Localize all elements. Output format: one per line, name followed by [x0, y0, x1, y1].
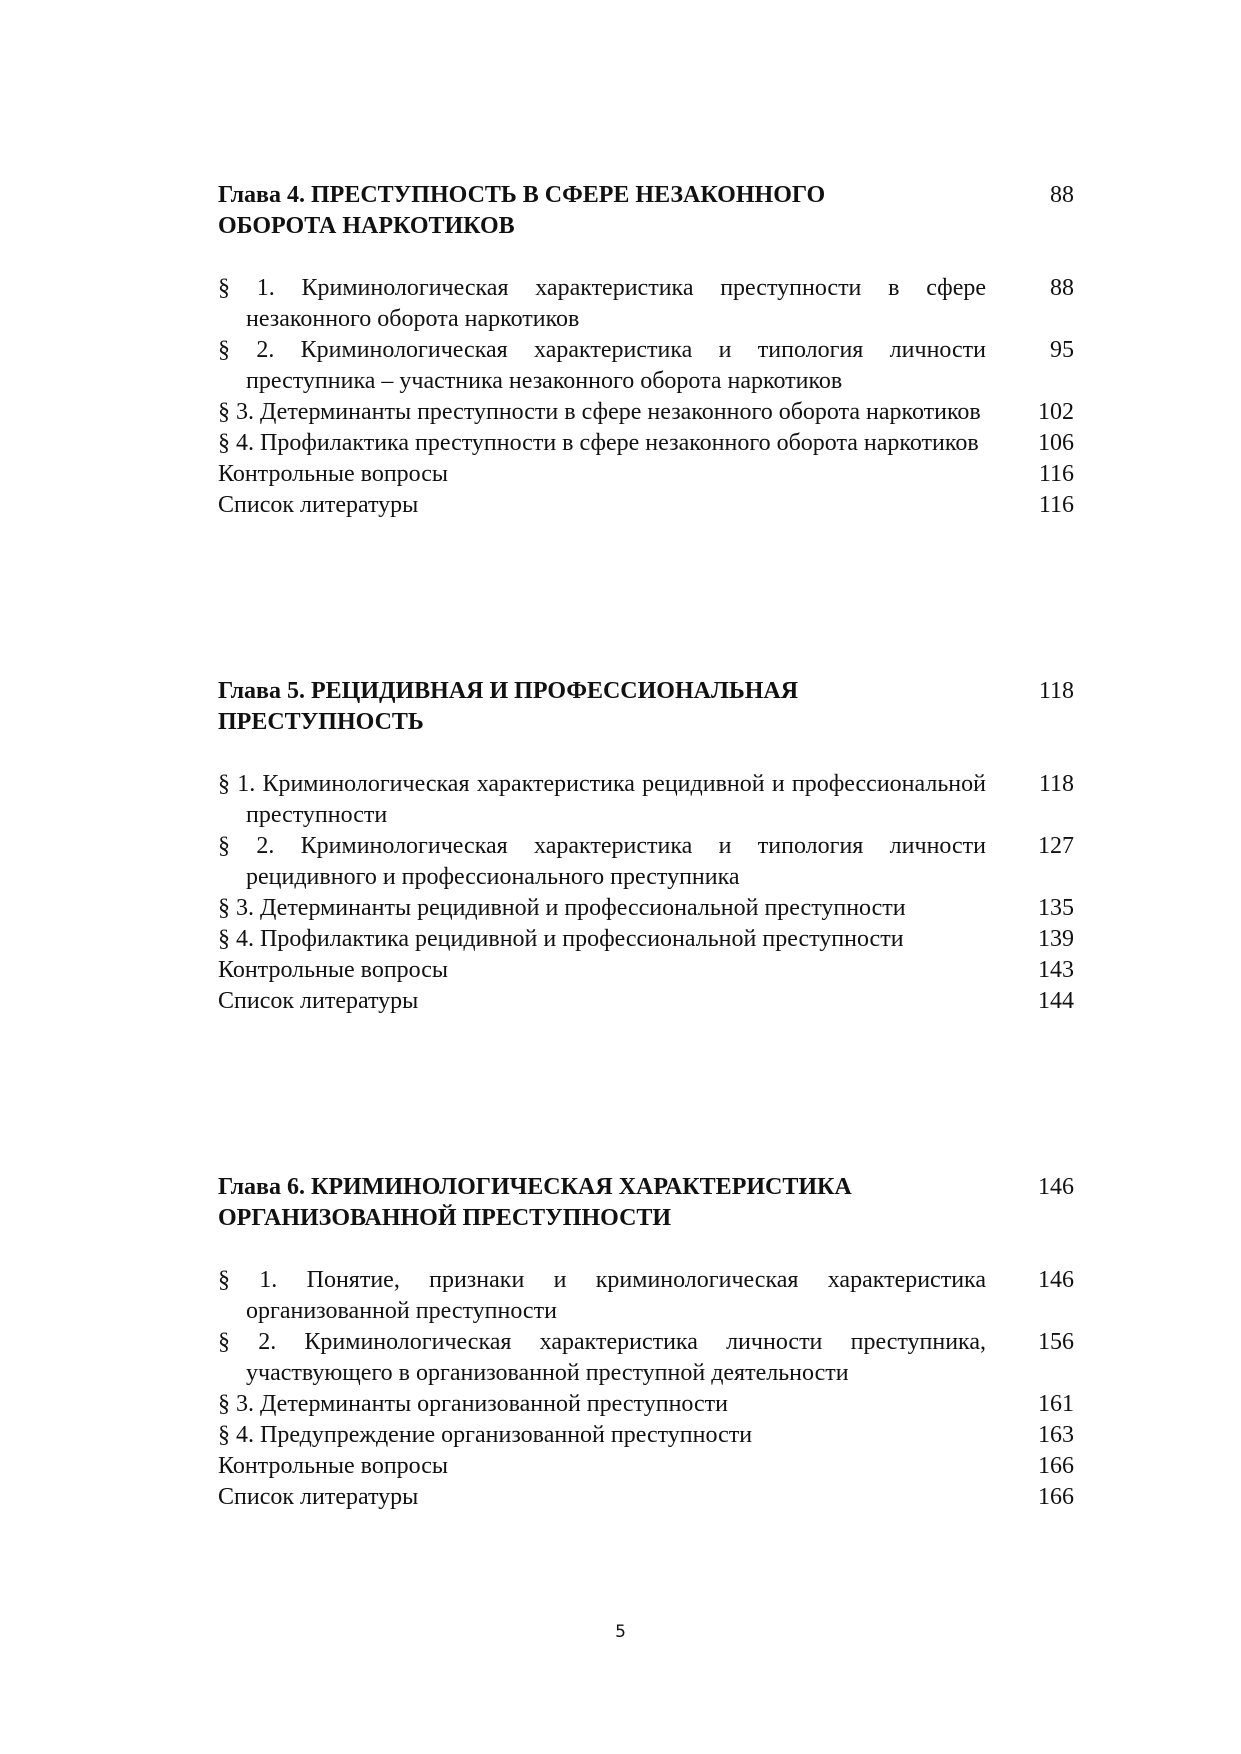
toc-entry [218, 1420, 1074, 1451]
chapter-heading [218, 676, 1074, 738]
toc-entry-text: § 3. Детерминанты преступности в сфере незаконного оборота наркотиков [218, 399, 981, 425]
toc-entry-bibliography [218, 490, 1074, 521]
chapter-title: Глава 6. КРИМИНОЛОГИЧЕСКАЯ ХАРАКТЕРИСТИКА ОРГАНИЗОВАННОЙ ПРЕСТУПНОСТИ [218, 1174, 852, 1231]
page-number-footer: 5 [615, 1622, 626, 1642]
toc-entry [218, 769, 1074, 831]
toc-entry-page: 144 [1038, 988, 1074, 1014]
chapter-heading [218, 180, 1074, 242]
toc-entry-text: § 2. Криминологическая характеристика и типология личности рецидивного и профессионального преступника [218, 833, 986, 890]
toc-entry-review-questions [218, 955, 1074, 986]
toc-entry-page: 139 [1038, 926, 1074, 952]
toc-entry-text: § 2. Криминологическая характеристика и типология личности преступника – участника незаконного оборота наркотиков [218, 337, 986, 394]
chapter-page-number: 146 [1038, 1174, 1074, 1200]
toc-entry-page: 95 [1050, 337, 1074, 363]
toc-entry [218, 1265, 1074, 1327]
toc-entry-page: 156 [1038, 1329, 1074, 1355]
chapter-page-number: 88 [1050, 182, 1074, 208]
toc-entry-review-questions [218, 459, 1074, 490]
toc-entry-page: 106 [1038, 430, 1074, 456]
toc-entry-page: 161 [1038, 1391, 1074, 1417]
toc-entry-text: § 4. Профилактика рецидивной и профессиональной преступности [218, 926, 904, 952]
toc-entry-page: 143 [1038, 957, 1074, 983]
toc-entry-page: 102 [1038, 399, 1074, 425]
toc-entry-bibliography [218, 986, 1074, 1017]
section-list [218, 273, 1074, 521]
chapter-6 [218, 1172, 1074, 1513]
toc-entry-text: § 1. Криминологическая характеристика рецидивной и профессиональной преступности [218, 771, 986, 828]
toc-entry-page: 166 [1038, 1484, 1074, 1510]
toc-entry [218, 924, 1074, 955]
toc-entry-text: § 3. Детерминанты организованной преступности [218, 1391, 728, 1417]
chapter-5 [218, 676, 1074, 1017]
toc-entry-bibliography [218, 1482, 1074, 1513]
toc-entry-page: 135 [1038, 895, 1074, 921]
toc-entry-text: Список литературы [218, 492, 419, 518]
toc-entry-page: 127 [1038, 833, 1074, 859]
toc-entry [218, 1389, 1074, 1420]
chapter-page-number: 118 [1038, 678, 1074, 704]
toc-entry-text: Контрольные вопросы [218, 957, 449, 983]
toc-entry-page: 116 [1038, 461, 1074, 487]
section-list [218, 1265, 1074, 1513]
toc-entry-text: § 4. Профилактика преступности в сфере незаконного оборота наркотиков [218, 430, 979, 456]
chapter-title: Глава 4. ПРЕСТУПНОСТЬ В СФЕРЕ НЕЗАКОННОГО ОБОРОТА НАРКОТИКОВ [218, 182, 826, 239]
section-list [218, 769, 1074, 1017]
toc-entry-text: § 4. Предупреждение организованной преступности [218, 1422, 753, 1448]
toc-entry-text: Контрольные вопросы [218, 1453, 449, 1479]
toc-entry-page: 146 [1038, 1267, 1074, 1293]
toc-entry-page: 88 [1050, 275, 1074, 301]
toc-entry [218, 397, 1074, 428]
toc-entry-text: § 3. Детерминанты рецидивной и профессиональной преступности [218, 895, 906, 921]
toc-entry-text: § 2. Криминологическая характеристика личности преступника, участвующего в организованной преступной деятельности [218, 1329, 986, 1386]
toc-entry-page: 118 [1038, 771, 1074, 797]
toc-entry-text: § 1. Понятие, признаки и криминологическая характеристика организованной преступности [218, 1267, 986, 1324]
chapter-title: Глава 5. РЕЦИДИВНАЯ И ПРОФЕССИОНАЛЬНАЯ ПРЕСТУПНОСТЬ [218, 678, 799, 735]
toc-entry-page: 116 [1038, 492, 1074, 518]
toc-entry-text: Список литературы [218, 1484, 419, 1510]
toc-entry-page: 166 [1038, 1453, 1074, 1479]
toc-entry-text: Список литературы [218, 988, 419, 1014]
chapter-heading [218, 1172, 1074, 1234]
toc-entry-text: Контрольные вопросы [218, 461, 449, 487]
toc-entry [218, 428, 1074, 459]
toc-entry [218, 893, 1074, 924]
toc-entry [218, 1327, 1074, 1389]
toc-entry-review-questions [218, 1451, 1074, 1482]
toc-entry [218, 335, 1074, 397]
toc-entry-page: 163 [1038, 1422, 1074, 1448]
toc-entry [218, 273, 1074, 335]
chapter-4 [218, 180, 1074, 521]
toc-entry [218, 831, 1074, 893]
toc-entry-text: § 1. Криминологическая характеристика преступности в сфере незаконного оборота наркотиков [218, 275, 986, 332]
